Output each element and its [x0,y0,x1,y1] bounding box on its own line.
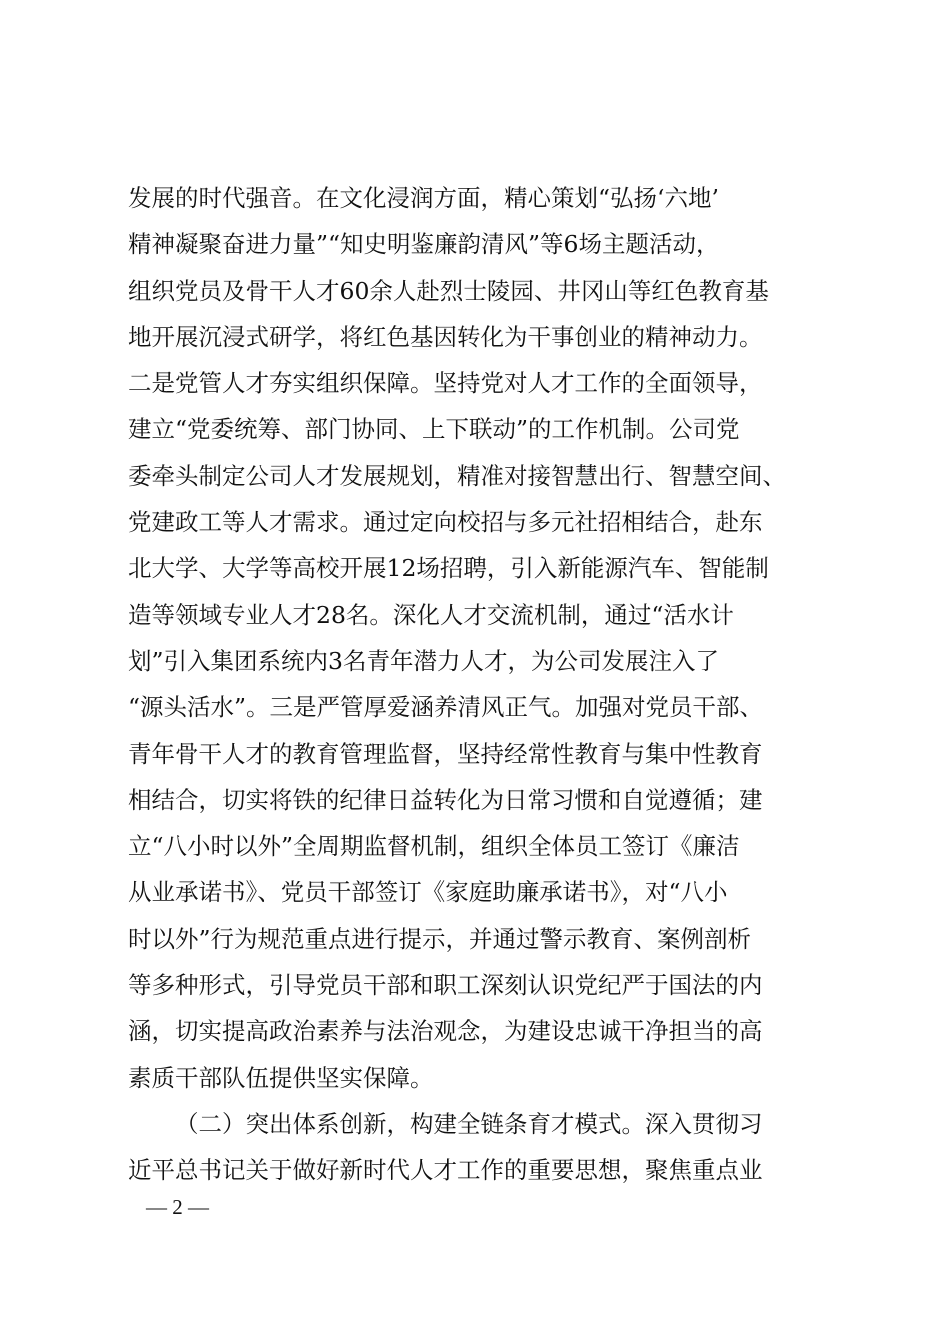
body-text [128,175,828,1194]
text-line: 涵，切实提高政治素养与法治观念，为建设忠诚干净担当的高 [128,1017,763,1046]
text-line: 组织党员及骨干人才60余人赴烈士陵园、井冈山等红色教育基 [128,276,769,305]
text-line: 立“八小时以外”全周期监督机制，组织全体员工签订《廉洁 [128,832,740,861]
text-line: 青年骨干人才的教育管理监督，坚持经常性教育与集中性教育 [128,739,763,768]
text-line: “源头活水”。三是严管厚爱涵养清风正气。加强对党员干部、 [128,693,764,722]
text-line: 造等领域专业人才28名。深化人才交流机制，通过“活水计 [128,600,734,629]
text-line: 二是党管人才夯实组织保障。坚持党对人才工作的全面领导， [128,369,763,398]
text-line: 地开展沉浸式研学，将红色基因转化为干事创业的精神动力。 [128,322,763,351]
text-line: 发展的时代强音。在文化浸润方面，精心策划“弘扬‘六地’ [128,184,719,212]
text-line: 精神凝聚奋进力量”“知史明鉴廉韵清风”等6场主题活动， [128,230,720,259]
page-number: — 2 — [146,1195,209,1219]
text-line: 划”引入集团系统内3名青年潜力人才，为公司发展注入了 [128,646,719,675]
text-line: 党建政工等人才需求。通过定向校招与多元社招相结合，赴东 [128,508,763,537]
text-line: 委牵头制定公司人才发展规划，精准对接智慧出行、智慧空间、 [128,461,786,490]
text-line: 从业承诺书》、党员干部签订《家庭助廉承诺书》，对“八小 [128,878,728,907]
text-line: 等多种形式，引导党员干部和职工深刻认识党纪严于国法的内 [128,971,763,1000]
text-line: 建立“党委统筹、部门协同、上下联动”的工作机制。公司党 [128,415,740,444]
section-heading-line: （二）突出体系创新，构建全链条育才模式。深入贯彻习 [175,1109,763,1138]
text-line: 北大学、大学等高校开展12场招聘，引入新能源汽车、智能制 [128,554,769,583]
text-line: 素质干部队伍提供坚实保障。 [128,1063,434,1092]
text-line: 时以外”行为规范重点进行提示，并通过警示教育、案例剖析 [128,924,752,953]
text-line: 相结合，切实将铁的纪律日益转化为日常习惯和自觉遵循；建 [128,785,763,814]
text-line: 近平总书记关于做好新时代人才工作的重要思想，聚焦重点业 [128,1156,763,1185]
